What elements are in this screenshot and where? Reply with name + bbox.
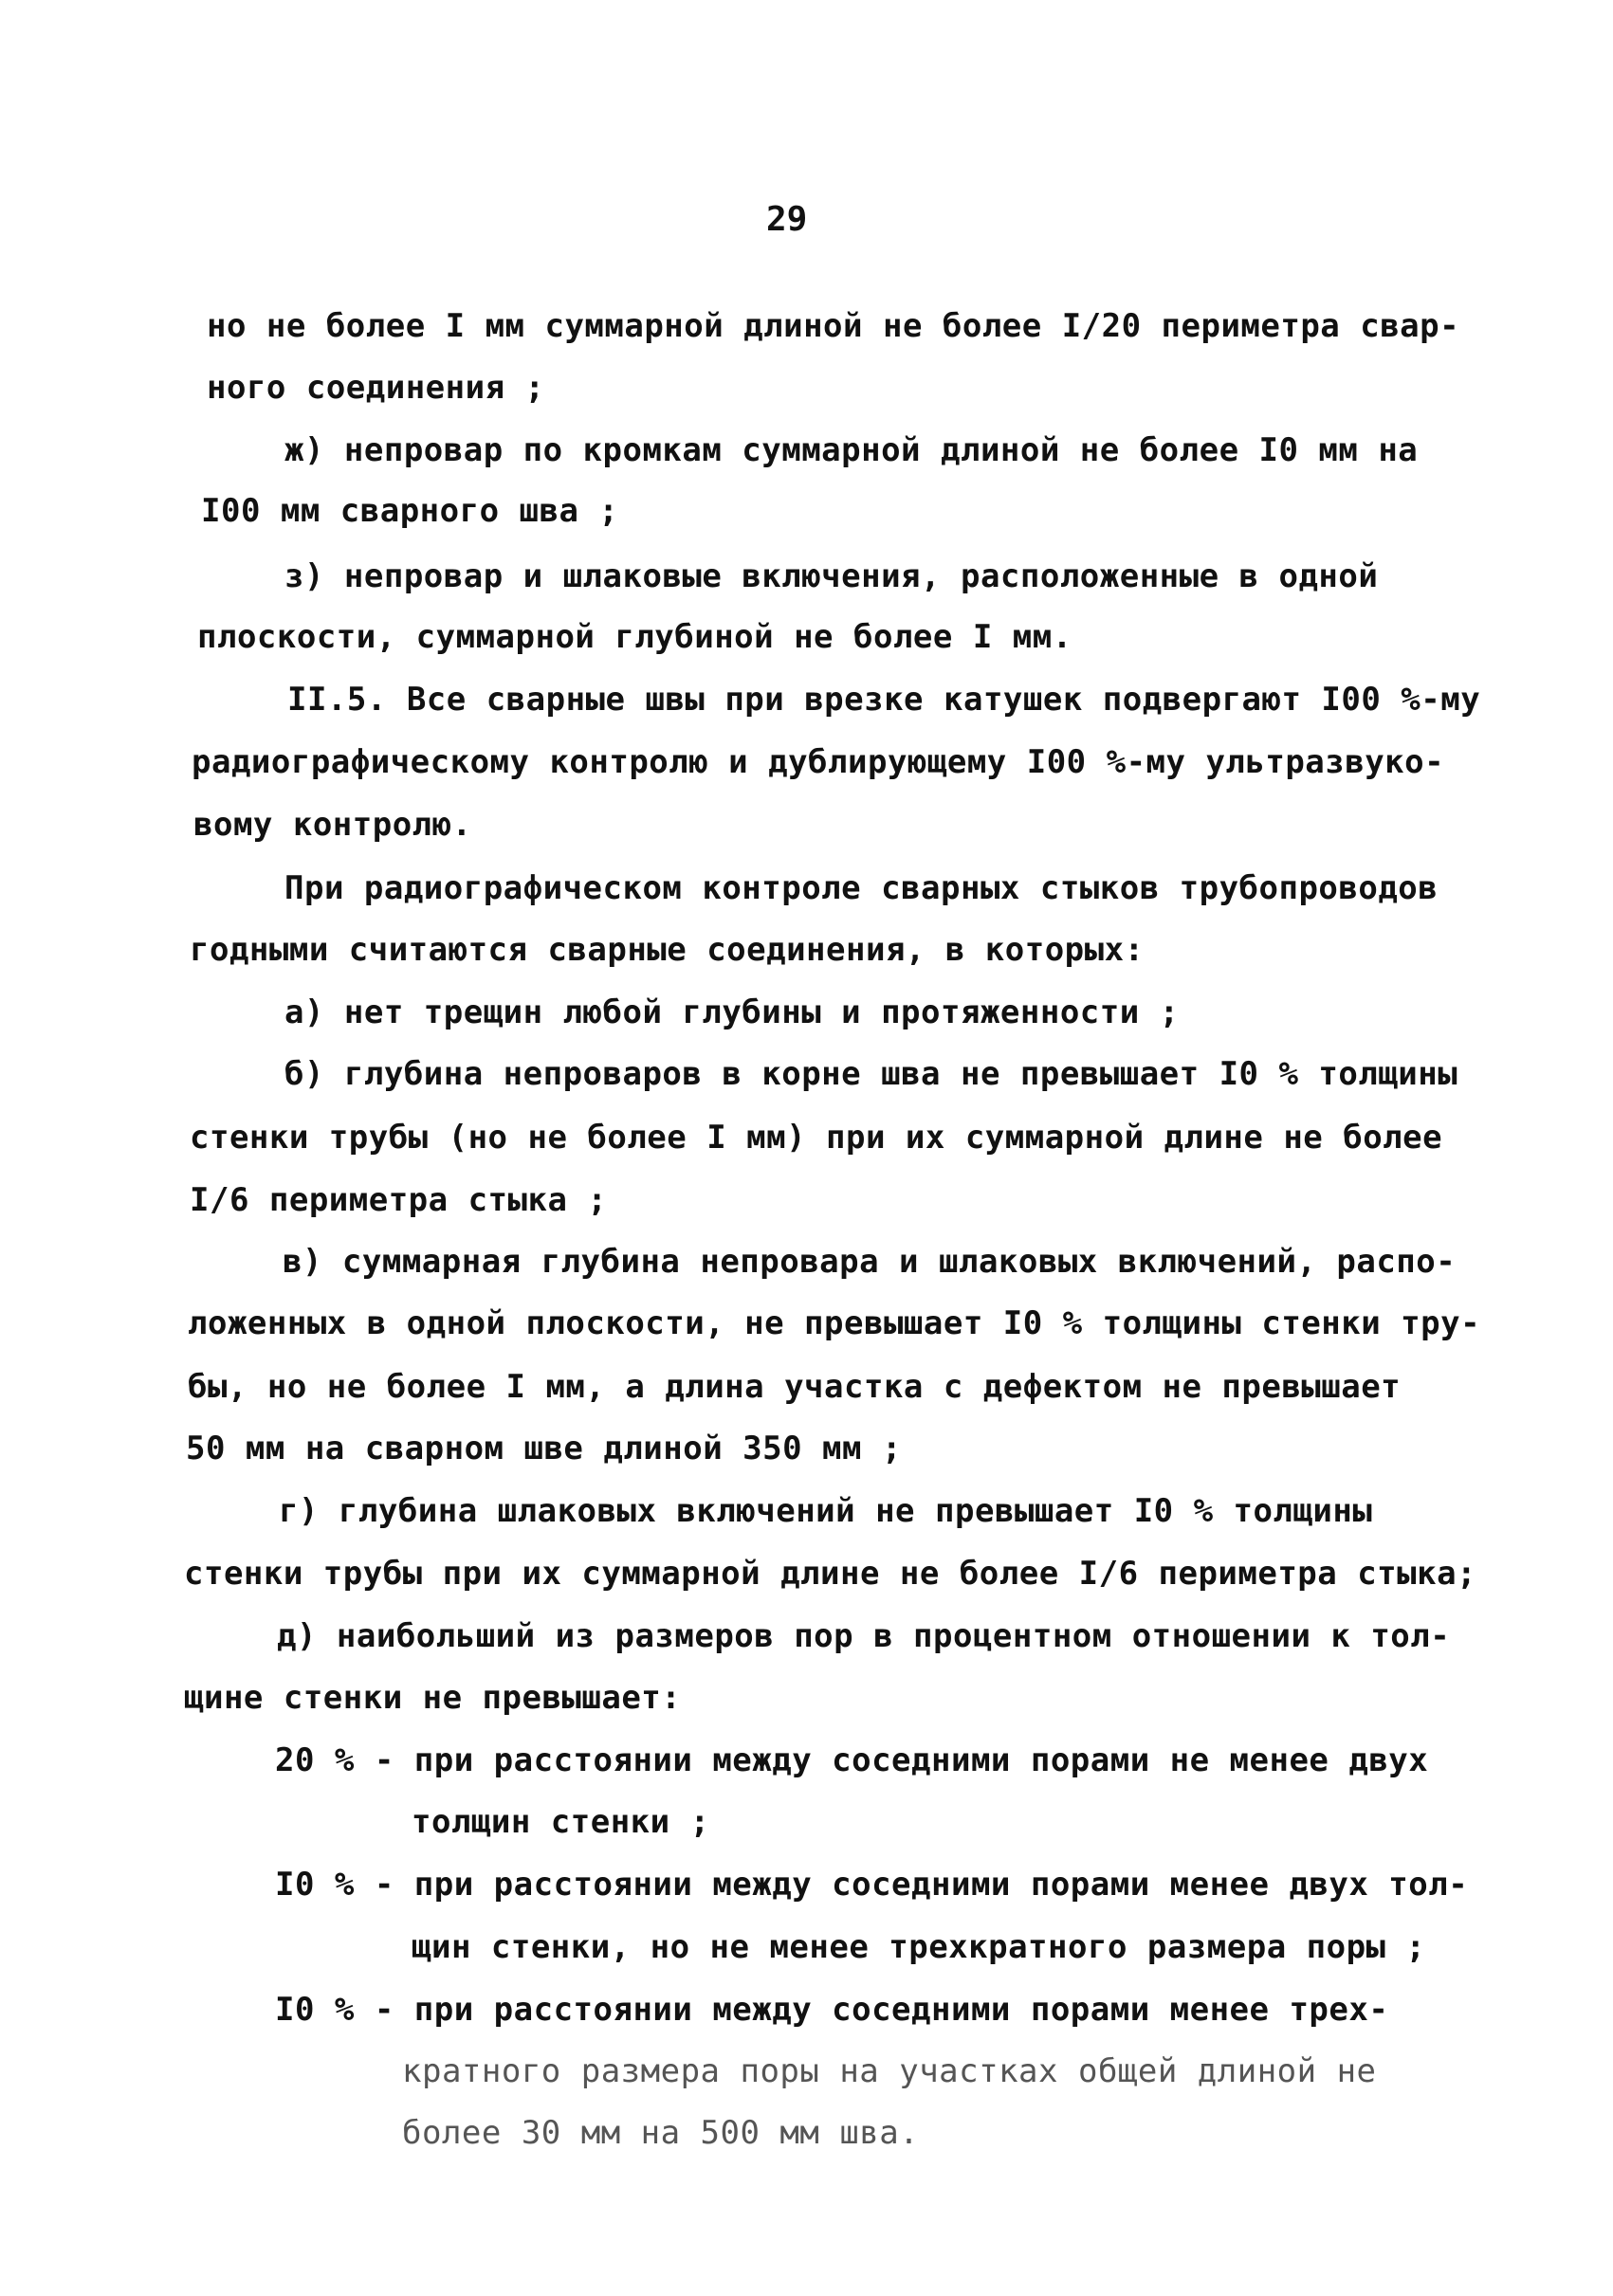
text-line: I0 % - при расстоянии между соседними порами менее двух тол- (275, 1866, 1469, 1904)
text-line: а) нет трещин любой глубины и протяженности ; (284, 993, 1180, 1031)
text-line: 20 % - при расстоянии между соседними порами не менее двух (275, 1741, 1429, 1779)
text-line: 50 мм на сварном шве длиной 350 мм ; (186, 1430, 902, 1467)
text-line: стенки трубы при их суммарной длине не более I/6 периметра стыка; (184, 1555, 1477, 1593)
text-line: I00 мм сварного шва ; (201, 492, 619, 530)
text-line: б) глубина непроваров в корне шва не превышает I0 % толщины (284, 1055, 1458, 1093)
text-line: д) наибольший из размеров пор в процентном отношении к тол- (277, 1617, 1451, 1655)
text-line: щине стенки не превышает: (184, 1679, 682, 1717)
text-line: кратного размера поры на участках общей длиной не (402, 2052, 1377, 2090)
page-number: 29 (766, 200, 808, 239)
text-line: толщин стенки ; (412, 1803, 710, 1841)
text-line: радиографическому контролю и дублирующему I00 %-му ультразвуко- (192, 743, 1445, 781)
text-line: ного соединения ; (207, 369, 545, 407)
text-line: но не более I мм суммарной длиной не более I/20 периметра свар- (207, 307, 1460, 345)
text-line: плоскости, суммарной глубиной не более I мм. (197, 618, 1072, 656)
text-line: в) суммарная глубина непровара и шлаковых включений, распо- (283, 1243, 1457, 1281)
text-line: ж) непровар по кромкам суммарной длиной не более I0 мм на (284, 431, 1419, 469)
text-line: годными считаются сварные соединения, в которых: (190, 931, 1145, 969)
text-line: более 30 мм на 500 мм шва. (402, 2114, 920, 2152)
text-line: г) глубина шлаковых включений не превышает I0 % толщины (279, 1492, 1373, 1530)
text-line: бы, но не более I мм, а длина участка с дефектом не превышает (188, 1368, 1402, 1406)
text-line: II.5. Все сварные швы при врезке катушек подвергают I00 %-му (287, 681, 1481, 719)
text-line: щин стенки, но не менее трехкратного размера поры ; (412, 1928, 1426, 1966)
text-line: з) непровар и шлаковые включения, расположенные в одной (284, 557, 1379, 595)
text-line: стенки трубы (но не более I мм) при их суммарной длине не более (190, 1119, 1443, 1157)
text-line: вому контролю. (193, 806, 472, 844)
text-line: I0 % - при расстоянии между соседними порами менее трех- (275, 1991, 1389, 2029)
text-line: При радиографическом контроле сварных стыков трубопроводов (284, 869, 1439, 907)
text-line: ложенных в одной плоскости, не превышает I0 % толщины стенки тру- (188, 1304, 1481, 1342)
text-line: I/6 периметра стыка ; (190, 1181, 608, 1219)
